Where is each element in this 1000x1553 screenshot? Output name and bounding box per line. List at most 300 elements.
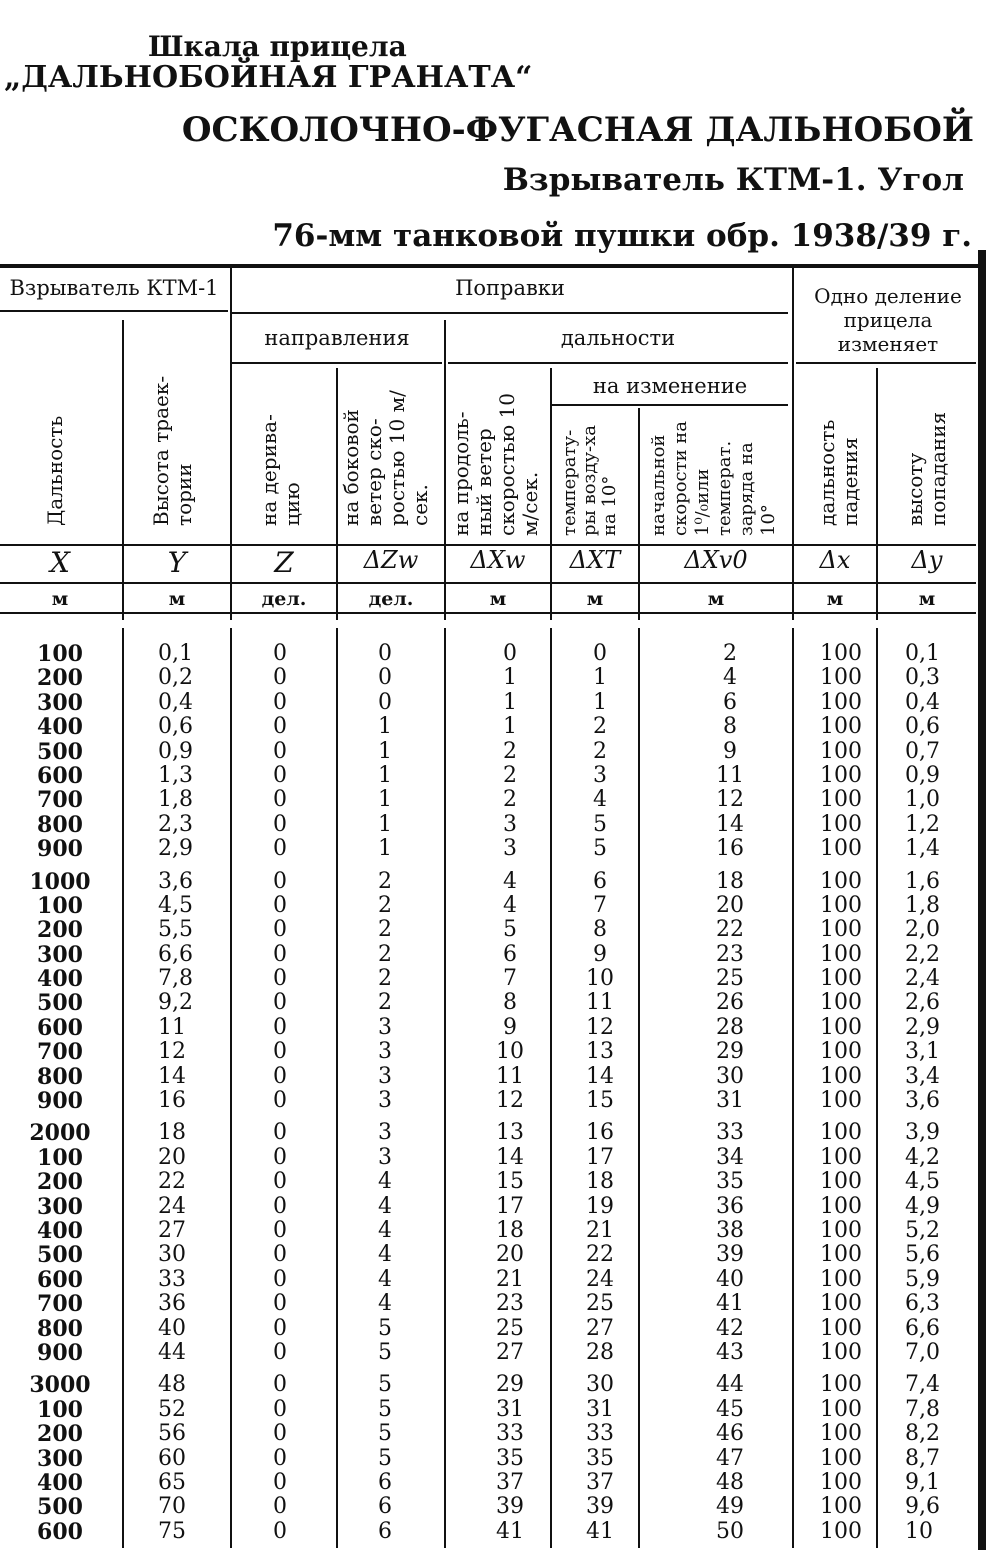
table-cell: 7,4 xyxy=(905,1372,940,1398)
table-cell: 16 xyxy=(716,836,744,862)
table-cell: 100 xyxy=(820,1445,862,1471)
table-cell: 2,9 xyxy=(905,1014,940,1040)
table-cell: 100 xyxy=(820,714,862,740)
table-cell: 0 xyxy=(273,892,287,918)
table-cell: 100 xyxy=(820,990,862,1016)
table-cell: 1 xyxy=(378,738,392,764)
table-row xyxy=(0,715,980,739)
table-row xyxy=(0,967,980,991)
table-cell: 0 xyxy=(273,1291,287,1317)
table-cell: 48 xyxy=(158,1372,186,1398)
table-cell: 5 xyxy=(378,1445,392,1471)
table-cell: 3,1 xyxy=(905,1039,940,1065)
table-row xyxy=(0,1146,980,1170)
table-cell: 0 xyxy=(273,836,287,862)
table-cell: 7 xyxy=(503,966,517,992)
table-row xyxy=(0,837,980,861)
table-cell: 100 xyxy=(820,1339,862,1365)
table-row xyxy=(0,1170,980,1194)
table-cell: 100 xyxy=(820,1242,862,1268)
table-cell: 18 xyxy=(716,868,744,894)
table-cell: 100 xyxy=(820,941,862,967)
table-cell: 3,4 xyxy=(905,1063,940,1089)
table-cell: 0 xyxy=(378,665,392,691)
table-cell: 5 xyxy=(378,1396,392,1422)
table-cell: 0 xyxy=(273,787,287,813)
table-cell: 1 xyxy=(378,836,392,862)
table-cell: 100 xyxy=(820,917,862,943)
table-cell: 100 xyxy=(820,689,862,715)
table-row xyxy=(0,1495,980,1519)
table-cell: 2 xyxy=(378,966,392,992)
table-cell: 0,4 xyxy=(905,689,940,715)
hline xyxy=(232,362,442,364)
table-row xyxy=(0,1422,980,1446)
table-cell: 24 xyxy=(586,1266,614,1292)
table-cell: 0 xyxy=(273,1169,287,1195)
row-group xyxy=(0,1121,980,1365)
table-cell: 500 xyxy=(37,990,83,1017)
table-cell: 5 xyxy=(593,811,607,837)
table-cell: 4 xyxy=(378,1193,392,1219)
table-cell: 1 xyxy=(378,714,392,740)
table-cell: 13 xyxy=(496,1120,524,1146)
table-cell: 0 xyxy=(273,1088,287,1114)
table-cell: 8 xyxy=(723,714,737,740)
table-row xyxy=(0,691,980,715)
table-row xyxy=(0,1195,980,1219)
table-cell: 9,6 xyxy=(905,1494,940,1520)
table-cell: 700 xyxy=(37,787,83,814)
table-cell: 6,6 xyxy=(905,1315,940,1341)
table-cell: 43 xyxy=(716,1339,744,1365)
table-cell: 600 xyxy=(37,762,83,789)
table-cell: 600 xyxy=(37,1266,83,1293)
table-cell: 800 xyxy=(37,811,83,838)
table-row xyxy=(0,870,980,894)
table-cell: 0 xyxy=(273,762,287,788)
table-header xyxy=(0,264,980,624)
table-cell: 0 xyxy=(378,689,392,715)
hline xyxy=(796,362,976,364)
table-cell: 0 xyxy=(273,1518,287,1544)
table-cell: 2,0 xyxy=(905,917,940,943)
table-cell: 4 xyxy=(503,892,517,918)
table-cell: 41 xyxy=(496,1518,524,1544)
table-cell: 29 xyxy=(716,1039,744,1065)
table-row xyxy=(0,918,980,942)
table-cell: 4,9 xyxy=(905,1193,940,1219)
table-cell: 13 xyxy=(586,1039,614,1065)
table-cell: 4 xyxy=(593,787,607,813)
table-cell: 2,2 xyxy=(905,941,940,967)
table-cell: 6 xyxy=(378,1469,392,1495)
table-cell: 4 xyxy=(378,1217,392,1243)
table-cell: 100 xyxy=(820,1063,862,1089)
table-cell: 0 xyxy=(273,1242,287,1268)
table-cell: 33 xyxy=(716,1120,744,1146)
main-title: ОСКОЛОЧНО-ФУГАСНАЯ ДАЛЬНОБОЙ xyxy=(181,110,974,150)
table-cell: 8 xyxy=(503,990,517,1016)
table-cell: 18 xyxy=(586,1169,614,1195)
table-cell: 22 xyxy=(158,1169,186,1195)
table-row xyxy=(0,991,980,1015)
table-cell: 0 xyxy=(273,1372,287,1398)
table-cell: 36 xyxy=(716,1193,744,1219)
row-group xyxy=(0,1373,980,1544)
table-cell: 3 xyxy=(503,836,517,862)
table-cell: 33 xyxy=(158,1266,186,1292)
table-cell: 52 xyxy=(158,1396,186,1422)
table-cell: 200 xyxy=(37,917,83,944)
table-row xyxy=(0,894,980,918)
table-cell: 500 xyxy=(37,1494,83,1521)
table-cell: 1,8 xyxy=(905,892,940,918)
table-cell: 16 xyxy=(586,1120,614,1146)
table-cell: 1 xyxy=(503,714,517,740)
table-cell: 0 xyxy=(273,665,287,691)
table-cell: 0 xyxy=(273,966,287,992)
table-cell: 400 xyxy=(37,1469,83,1496)
col-label-derivation: на дерива-цию xyxy=(257,414,304,526)
table-cell: 5,5 xyxy=(158,917,193,943)
table-cell: 4,5 xyxy=(905,1169,940,1195)
table-cell: 5 xyxy=(378,1315,392,1341)
table-cell: 0 xyxy=(273,714,287,740)
table-cell: 7,8 xyxy=(158,966,193,992)
table-row xyxy=(0,1040,980,1064)
table-cell: 11 xyxy=(716,762,744,788)
unit-dxw: м xyxy=(489,588,507,610)
table-row xyxy=(0,1471,980,1495)
col-label-headwind: на продоль-ный ветер скоростью 10 м/сек. xyxy=(449,393,542,536)
table-cell: 10 xyxy=(586,966,614,992)
table-cell: 12 xyxy=(158,1039,186,1065)
table-cell: 0 xyxy=(273,1469,287,1495)
table-cell: 5,9 xyxy=(905,1266,940,1292)
symbol-dxv0: ΔXv0 xyxy=(684,546,748,574)
table-cell: 26 xyxy=(716,990,744,1016)
table-cell: 15 xyxy=(496,1169,524,1195)
table-cell: 30 xyxy=(586,1372,614,1398)
table-cell: 1 xyxy=(378,811,392,837)
table-cell: 4 xyxy=(378,1291,392,1317)
table-cell: 5,2 xyxy=(905,1217,940,1243)
table-cell: 38 xyxy=(716,1217,744,1243)
table-cell: 39 xyxy=(496,1494,524,1520)
symbol-dxt: ΔXT xyxy=(569,546,621,574)
table-cell: 60 xyxy=(158,1445,186,1471)
table-cell: 37 xyxy=(586,1469,614,1495)
scale-title: Шкала прицела xyxy=(148,30,407,63)
table-cell: 0 xyxy=(273,1421,287,1447)
symbol-dy: Δy xyxy=(911,546,943,574)
table-cell: 100 xyxy=(820,836,862,862)
table-row xyxy=(0,1373,980,1397)
table-body xyxy=(0,642,980,1552)
one-division-label: Одно деление прицела изменяет xyxy=(814,284,962,356)
table-cell: 800 xyxy=(37,1063,83,1090)
table-cell: 6 xyxy=(503,941,517,967)
table-cell: 4 xyxy=(378,1169,392,1195)
table-cell: 2 xyxy=(593,738,607,764)
table-cell: 100 xyxy=(37,1144,83,1171)
table-cell: 0,6 xyxy=(905,714,940,740)
table-row xyxy=(0,1243,980,1267)
symbol-y: Y xyxy=(167,546,187,579)
table-cell: 50 xyxy=(716,1518,744,1544)
symbol-x: X xyxy=(50,546,70,579)
col-label-crosswind: на боковой ветер ско-ростью 10 м/сек. xyxy=(339,390,432,526)
table-cell: 11 xyxy=(496,1063,524,1089)
table-cell: 4,5 xyxy=(158,892,193,918)
table-row xyxy=(0,740,980,764)
table-cell: 42 xyxy=(716,1315,744,1341)
unit-dxt: м xyxy=(586,588,604,610)
table-cell: 12 xyxy=(586,1014,614,1040)
table-cell: 28 xyxy=(716,1014,744,1040)
table-cell: 0,9 xyxy=(158,738,193,764)
table-row xyxy=(0,1065,980,1089)
table-cell: 0 xyxy=(273,811,287,837)
table-cell: 200 xyxy=(37,1421,83,1448)
table-cell: 0 xyxy=(273,1014,287,1040)
table-cell: 20 xyxy=(158,1144,186,1170)
table-cell: 1,6 xyxy=(905,868,940,894)
table-cell: 2,9 xyxy=(158,836,193,862)
table-cell: 17 xyxy=(496,1193,524,1219)
table-cell: 0 xyxy=(273,738,287,764)
table-cell: 16 xyxy=(158,1088,186,1114)
table-cell: 1 xyxy=(378,762,392,788)
table-row xyxy=(0,1447,980,1471)
table-cell: 100 xyxy=(820,811,862,837)
table-cell: 2 xyxy=(378,892,392,918)
table-cell: 300 xyxy=(37,941,83,968)
table-cell: 100 xyxy=(820,1039,862,1065)
table-cell: 31 xyxy=(586,1396,614,1422)
table-cell: 100 xyxy=(820,1469,862,1495)
table-cell: 4 xyxy=(723,665,737,691)
table-cell: 19 xyxy=(586,1193,614,1219)
table-cell: 0,1 xyxy=(905,641,940,666)
table-cell: 2,3 xyxy=(158,811,193,837)
table-cell: 500 xyxy=(37,738,83,765)
table-cell: 10 xyxy=(496,1039,524,1065)
table-cell: 30 xyxy=(716,1063,744,1089)
table-cell: 2 xyxy=(378,868,392,894)
table-row xyxy=(0,1398,980,1422)
hline xyxy=(0,582,976,584)
table-cell: 1 xyxy=(378,787,392,813)
table-cell: 14 xyxy=(496,1144,524,1170)
table-cell: 1 xyxy=(593,689,607,715)
table-cell: 3 xyxy=(378,1120,392,1146)
shell-title: „ДАЛЬНОБОЙНАЯ ГРАНАТА“ xyxy=(4,60,533,95)
table-cell: 300 xyxy=(37,689,83,716)
table-cell: 0,3 xyxy=(905,665,940,691)
table-cell: 700 xyxy=(37,1039,83,1066)
table-cell: 2 xyxy=(378,917,392,943)
table-cell: 2 xyxy=(378,941,392,967)
table-cell: 37 xyxy=(496,1469,524,1495)
table-cell: 14 xyxy=(586,1063,614,1089)
table-cell: 47 xyxy=(716,1445,744,1471)
unit-y: м xyxy=(168,588,186,610)
col-label-range: Дальность xyxy=(43,415,67,526)
unit-z: дел. xyxy=(261,588,307,610)
hline xyxy=(0,612,976,614)
hline xyxy=(0,310,228,312)
table-cell: 100 xyxy=(820,1014,862,1040)
table-cell: 0 xyxy=(273,1266,287,1292)
vline xyxy=(876,368,878,620)
table-row xyxy=(0,1219,980,1243)
table-cell: 56 xyxy=(158,1421,186,1447)
unit-dy: м xyxy=(918,588,936,610)
table-cell: 41 xyxy=(586,1518,614,1544)
table-cell: 25 xyxy=(586,1291,614,1317)
table-row xyxy=(0,764,980,788)
table-cell: 22 xyxy=(586,1242,614,1268)
table-cell: 2 xyxy=(593,714,607,740)
table-cell: 100 xyxy=(820,1396,862,1422)
table-row xyxy=(0,666,980,690)
table-row xyxy=(0,1121,980,1145)
table-row xyxy=(0,943,980,967)
unit-dxv0: м xyxy=(707,588,725,610)
table-cell: 100 xyxy=(820,738,862,764)
table-row xyxy=(0,788,980,812)
table-cell: 28 xyxy=(586,1339,614,1365)
table-cell: 20 xyxy=(716,892,744,918)
col-label-fall-range: дальность падения xyxy=(815,419,862,526)
table-cell: 100 xyxy=(820,1421,862,1447)
table-cell: 2,4 xyxy=(905,966,940,992)
table-cell: 100 xyxy=(820,1144,862,1170)
table-cell: 0 xyxy=(273,941,287,967)
table-cell: 0 xyxy=(273,990,287,1016)
table-cell: 7 xyxy=(593,892,607,918)
table-cell: 6,3 xyxy=(905,1291,940,1317)
table-cell: 3000 xyxy=(29,1372,91,1399)
table-cell: 44 xyxy=(716,1372,744,1398)
vline xyxy=(336,368,338,620)
table-cell: 39 xyxy=(586,1494,614,1520)
table-cell: 8,7 xyxy=(905,1445,940,1471)
table-cell: 4 xyxy=(378,1242,392,1268)
table-row xyxy=(0,1292,980,1316)
table-cell: 23 xyxy=(496,1291,524,1317)
table-cell: 5 xyxy=(503,917,517,943)
col-label-temperature: температу-ры возду-ха на 10° xyxy=(559,425,620,536)
table-cell: 100 xyxy=(820,762,862,788)
table-cell: 34 xyxy=(716,1144,744,1170)
table-row xyxy=(0,1016,980,1040)
symbol-dx: Δx xyxy=(819,546,851,574)
table-cell: 100 xyxy=(820,665,862,691)
table-cell: 0 xyxy=(273,1144,287,1170)
table-cell: 40 xyxy=(716,1266,744,1292)
table-cell: 0,4 xyxy=(158,689,193,715)
table-cell: 48 xyxy=(716,1469,744,1495)
table-cell: 4 xyxy=(378,1266,392,1292)
table-cell: 0 xyxy=(273,1193,287,1219)
table-cell: 2,6 xyxy=(905,990,940,1016)
table-cell: 27 xyxy=(158,1217,186,1243)
direction-label: направления xyxy=(264,326,410,350)
table-cell: 0 xyxy=(503,641,517,666)
fuze-group-label: Взрыватель КТМ-1 xyxy=(9,276,219,300)
table-cell: 900 xyxy=(37,836,83,863)
table-cell: 600 xyxy=(37,1518,83,1545)
unit-dzw: дел. xyxy=(368,588,414,610)
table-cell: 0 xyxy=(273,1494,287,1520)
table-cell: 200 xyxy=(37,665,83,692)
table-cell: 5 xyxy=(378,1339,392,1365)
table-cell: 33 xyxy=(586,1421,614,1447)
table-cell: 35 xyxy=(586,1445,614,1471)
row-group xyxy=(0,870,980,1114)
table-cell: 9,2 xyxy=(158,990,193,1016)
row-group xyxy=(0,642,980,862)
table-cell: 35 xyxy=(496,1445,524,1471)
table-cell: 5 xyxy=(378,1421,392,1447)
table-cell: 2 xyxy=(723,641,737,666)
table-cell: 21 xyxy=(496,1266,524,1292)
table-cell: 41 xyxy=(716,1291,744,1317)
table-row xyxy=(0,813,980,837)
table-cell: 100 xyxy=(820,892,862,918)
table-cell: 2 xyxy=(503,787,517,813)
table-cell: 23 xyxy=(716,941,744,967)
table-cell: 100 xyxy=(37,641,83,667)
table-cell: 39 xyxy=(716,1242,744,1268)
table-row xyxy=(0,1520,980,1544)
table-cell: 45 xyxy=(716,1396,744,1422)
table-cell: 6 xyxy=(723,689,737,715)
table-cell: 20 xyxy=(496,1242,524,1268)
table-cell: 30 xyxy=(158,1242,186,1268)
table-cell: 100 xyxy=(820,1193,862,1219)
table-cell: 27 xyxy=(496,1339,524,1365)
table-cell: 4,2 xyxy=(905,1144,940,1170)
table-row xyxy=(0,642,980,666)
table-cell: 100 xyxy=(820,966,862,992)
range-label: дальности xyxy=(560,326,676,350)
table-cell: 27 xyxy=(586,1315,614,1341)
table-cell: 31 xyxy=(716,1088,744,1114)
table-cell: 200 xyxy=(37,1169,83,1196)
table-cell: 9,1 xyxy=(905,1469,940,1495)
table-cell: 10 xyxy=(905,1518,933,1544)
table-cell: 6 xyxy=(378,1494,392,1520)
table-cell: 5 xyxy=(378,1372,392,1398)
table-cell: 12 xyxy=(496,1088,524,1114)
table-cell: 29 xyxy=(496,1372,524,1398)
table-row xyxy=(0,1341,980,1365)
table-cell: 44 xyxy=(158,1339,186,1365)
table-cell: 0,7 xyxy=(905,738,940,764)
table-cell: 3 xyxy=(378,1063,392,1089)
table-row xyxy=(0,1317,980,1341)
table-cell: 9 xyxy=(503,1014,517,1040)
col-label-height: Высота траек-тории xyxy=(149,375,196,526)
table-cell: 100 xyxy=(820,1315,862,1341)
table-cell: 0 xyxy=(273,641,287,666)
table-cell: 400 xyxy=(37,714,83,741)
table-cell: 1,2 xyxy=(905,811,940,837)
